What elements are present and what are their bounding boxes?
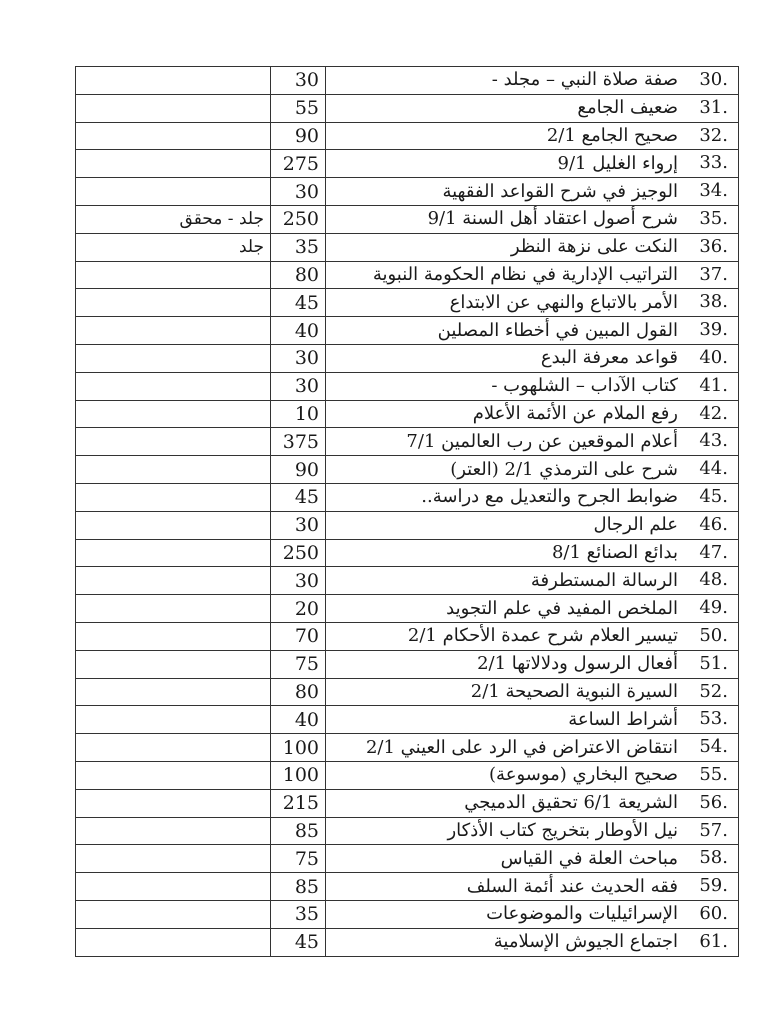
title-cell — [326, 289, 739, 317]
quantity-cell: 10 — [271, 400, 326, 428]
book-title: مباحث العلة في القياس — [500, 847, 678, 869]
book-title: اجتماع الجيوش الإسلامية — [493, 931, 678, 953]
note-cell — [76, 428, 271, 456]
title-cell — [326, 428, 739, 456]
book-title: كتاب الآداب – الشلهوب - — [491, 375, 678, 397]
title-cell — [326, 539, 739, 567]
note-cell — [76, 344, 271, 372]
quantity-cell: 30 — [271, 67, 326, 95]
note-cell — [76, 94, 271, 122]
item-number: 53. — [699, 708, 728, 730]
note-cell: جلد — [76, 233, 271, 261]
book-title: ضعيف الجامع — [577, 97, 678, 119]
note-cell — [76, 289, 271, 317]
note-cell — [76, 122, 271, 150]
quantity-cell: 90 — [271, 456, 326, 484]
note-cell — [76, 678, 271, 706]
book-title: الملخص المفيد في علم التجويد — [446, 597, 678, 619]
table-row — [76, 678, 739, 706]
item-number: 49. — [699, 597, 728, 619]
item-number: 45. — [699, 485, 728, 507]
quantity-cell: 85 — [271, 873, 326, 901]
item-number: 54. — [699, 736, 728, 758]
note-cell — [76, 539, 271, 567]
quantity-cell: 35 — [271, 900, 326, 928]
table-row — [76, 511, 739, 539]
table-row — [76, 428, 739, 456]
title-cell — [326, 317, 739, 345]
item-number: 38. — [699, 291, 728, 313]
note-cell — [76, 845, 271, 873]
book-title: شرح أصول اعتقاد أهل السنة 9/1 — [427, 208, 678, 230]
book-title: نيل الأوطار بتخريج كتاب الأذكار — [447, 819, 678, 841]
book-title: الإسرائيليات والموضوعات — [486, 903, 678, 925]
quantity-cell: 55 — [271, 94, 326, 122]
book-title: فقه الحديث عند أئمة السلف — [466, 875, 678, 897]
quantity-cell: 275 — [271, 150, 326, 178]
title-cell — [326, 622, 739, 650]
item-number: 59. — [699, 875, 728, 897]
title-cell — [326, 94, 739, 122]
quantity-cell: 100 — [271, 734, 326, 762]
book-title: السيرة النبوية الصحيحة 2/1 — [470, 680, 678, 702]
table-row — [76, 261, 739, 289]
quantity-cell: 215 — [271, 789, 326, 817]
note-cell — [76, 734, 271, 762]
table-row — [76, 122, 739, 150]
item-number: 44. — [699, 458, 728, 480]
table-row — [76, 789, 739, 817]
note-cell — [76, 483, 271, 511]
item-number: 41. — [699, 374, 728, 396]
book-title: صحيح الجامع 2/1 — [546, 124, 678, 146]
title-cell — [326, 817, 739, 845]
book-title: النكت على نزهة النظر — [510, 236, 678, 258]
book-title: شرح على الترمذي 2/1 (العتر) — [450, 458, 678, 480]
book-title: الوجيز في شرح القواعد الفقهية — [442, 180, 678, 202]
item-number: 34. — [699, 180, 728, 202]
note-cell: جلد - محقق — [76, 205, 271, 233]
book-title: صحيح البخاري (موسوعة) — [489, 764, 678, 786]
book-title: رفع الملام عن الأئمة الأعلام — [472, 402, 678, 424]
title-cell — [326, 761, 739, 789]
title-cell — [326, 150, 739, 178]
quantity-cell: 85 — [271, 817, 326, 845]
note-cell — [76, 150, 271, 178]
quantity-cell: 40 — [271, 706, 326, 734]
item-number: 35. — [699, 207, 728, 229]
note-cell — [76, 261, 271, 289]
table-row — [76, 205, 739, 233]
item-number: 56. — [699, 791, 728, 813]
item-number: 60. — [699, 902, 728, 924]
note-cell — [76, 400, 271, 428]
title-cell — [326, 344, 739, 372]
title-cell — [326, 928, 739, 956]
table-row — [76, 456, 739, 484]
quantity-cell: 250 — [271, 205, 326, 233]
note-cell — [76, 650, 271, 678]
book-title: أفعال الرسول ودلالاتها 2/1 — [477, 653, 678, 675]
book-list-table — [75, 66, 739, 957]
note-cell — [76, 511, 271, 539]
item-number: 50. — [699, 624, 728, 646]
table-row — [76, 873, 739, 901]
note-cell — [76, 900, 271, 928]
item-number: 47. — [699, 541, 728, 563]
quantity-cell: 75 — [271, 650, 326, 678]
item-number: 31. — [699, 96, 728, 118]
quantity-cell: 40 — [271, 317, 326, 345]
title-cell — [326, 706, 739, 734]
title-cell — [326, 845, 739, 873]
title-cell — [326, 567, 739, 595]
title-cell — [326, 483, 739, 511]
title-cell — [326, 178, 739, 206]
book-title: أعلام الموقعين عن رب العالمين 7/1 — [406, 430, 678, 452]
item-number: 48. — [699, 569, 728, 591]
table-row — [76, 706, 739, 734]
item-number: 43. — [699, 430, 728, 452]
quantity-cell: 45 — [271, 928, 326, 956]
table-row — [76, 372, 739, 400]
book-title: بدائع الصنائع 8/1 — [551, 541, 678, 563]
table-row — [76, 178, 739, 206]
item-number: 61. — [699, 930, 728, 952]
book-title: الأمر بالاتباع والنهي عن الابتداع — [449, 291, 678, 313]
quantity-cell: 80 — [271, 678, 326, 706]
book-title: قواعد معرفة البدع — [540, 347, 678, 369]
note-cell — [76, 761, 271, 789]
title-cell — [326, 372, 739, 400]
quantity-cell: 80 — [271, 261, 326, 289]
book-title: انتقاض الاعتراض في الرد على العيني 2/1 — [365, 736, 678, 758]
table-row — [76, 845, 739, 873]
book-title: صفة صلاة النبي – مجلد - — [491, 69, 678, 91]
title-cell — [326, 900, 739, 928]
quantity-cell: 375 — [271, 428, 326, 456]
table-body — [76, 67, 739, 957]
item-number: 36. — [699, 235, 728, 257]
item-number: 55. — [699, 763, 728, 785]
table-row — [76, 928, 739, 956]
book-title: القول المبين في أخطاء المصلين — [437, 319, 678, 341]
book-title: إرواء الغليل 9/1 — [557, 152, 678, 174]
note-cell — [76, 873, 271, 901]
note-cell — [76, 567, 271, 595]
title-cell — [326, 511, 739, 539]
note-cell — [76, 817, 271, 845]
item-number: 51. — [699, 652, 728, 674]
item-number: 32. — [699, 124, 728, 146]
title-cell — [326, 595, 739, 623]
title-cell — [326, 456, 739, 484]
title-cell — [326, 734, 739, 762]
title-cell — [326, 400, 739, 428]
note-cell — [76, 178, 271, 206]
table-row — [76, 344, 739, 372]
note-cell — [76, 706, 271, 734]
quantity-cell: 35 — [271, 233, 326, 261]
table-row — [76, 94, 739, 122]
table-row — [76, 539, 739, 567]
table-row — [76, 483, 739, 511]
title-cell — [326, 233, 739, 261]
table-row — [76, 289, 739, 317]
title-cell — [326, 873, 739, 901]
item-number: 40. — [699, 346, 728, 368]
table-row — [76, 734, 739, 762]
book-title: الرسالة المستطرفة — [530, 569, 678, 591]
item-number: 57. — [699, 819, 728, 841]
quantity-cell: 30 — [271, 178, 326, 206]
note-cell — [76, 595, 271, 623]
note-cell — [76, 928, 271, 956]
title-cell — [326, 678, 739, 706]
table-row — [76, 400, 739, 428]
note-cell — [76, 622, 271, 650]
item-number: 33. — [699, 152, 728, 174]
title-cell — [326, 261, 739, 289]
title-cell — [326, 650, 739, 678]
quantity-cell: 100 — [271, 761, 326, 789]
table-row — [76, 900, 739, 928]
quantity-cell: 30 — [271, 344, 326, 372]
table-row — [76, 595, 739, 623]
title-cell — [326, 67, 739, 95]
quantity-cell: 30 — [271, 511, 326, 539]
table-row — [76, 567, 739, 595]
item-number: 39. — [699, 319, 728, 341]
title-cell — [326, 122, 739, 150]
quantity-cell: 45 — [271, 483, 326, 511]
book-title: أشراط الساعة — [568, 708, 678, 730]
item-number: 37. — [699, 263, 728, 285]
table-row — [76, 761, 739, 789]
item-number: 42. — [699, 402, 728, 424]
item-number: 52. — [699, 680, 728, 702]
book-title: تيسير العلام شرح عمدة الأحكام 2/1 — [407, 625, 678, 647]
quantity-cell: 30 — [271, 567, 326, 595]
quantity-cell: 70 — [271, 622, 326, 650]
note-cell — [76, 317, 271, 345]
table-row — [76, 233, 739, 261]
table-row — [76, 650, 739, 678]
book-title: التراتيب الإدارية في نظام الحكومة النبوية — [372, 263, 678, 285]
quantity-cell: 250 — [271, 539, 326, 567]
book-title: الشريعة 6/1 تحقيق الدميجي — [464, 792, 678, 814]
quantity-cell: 20 — [271, 595, 326, 623]
item-number: 46. — [699, 513, 728, 535]
item-number: 30. — [699, 69, 728, 90]
table-row — [76, 67, 739, 95]
title-cell — [326, 789, 739, 817]
book-title: علم الرجال — [593, 514, 678, 536]
note-cell — [76, 456, 271, 484]
quantity-cell: 45 — [271, 289, 326, 317]
note-cell — [76, 372, 271, 400]
note-cell — [76, 67, 271, 95]
quantity-cell: 75 — [271, 845, 326, 873]
note-cell — [76, 789, 271, 817]
table-row — [76, 150, 739, 178]
table-row — [76, 622, 739, 650]
book-title: ضوابط الجرح والتعديل مع دراسة.. — [421, 486, 678, 508]
item-number: 58. — [699, 847, 728, 869]
quantity-cell: 90 — [271, 122, 326, 150]
table-row — [76, 817, 739, 845]
title-cell — [326, 205, 739, 233]
quantity-cell: 30 — [271, 372, 326, 400]
table-row — [76, 317, 739, 345]
